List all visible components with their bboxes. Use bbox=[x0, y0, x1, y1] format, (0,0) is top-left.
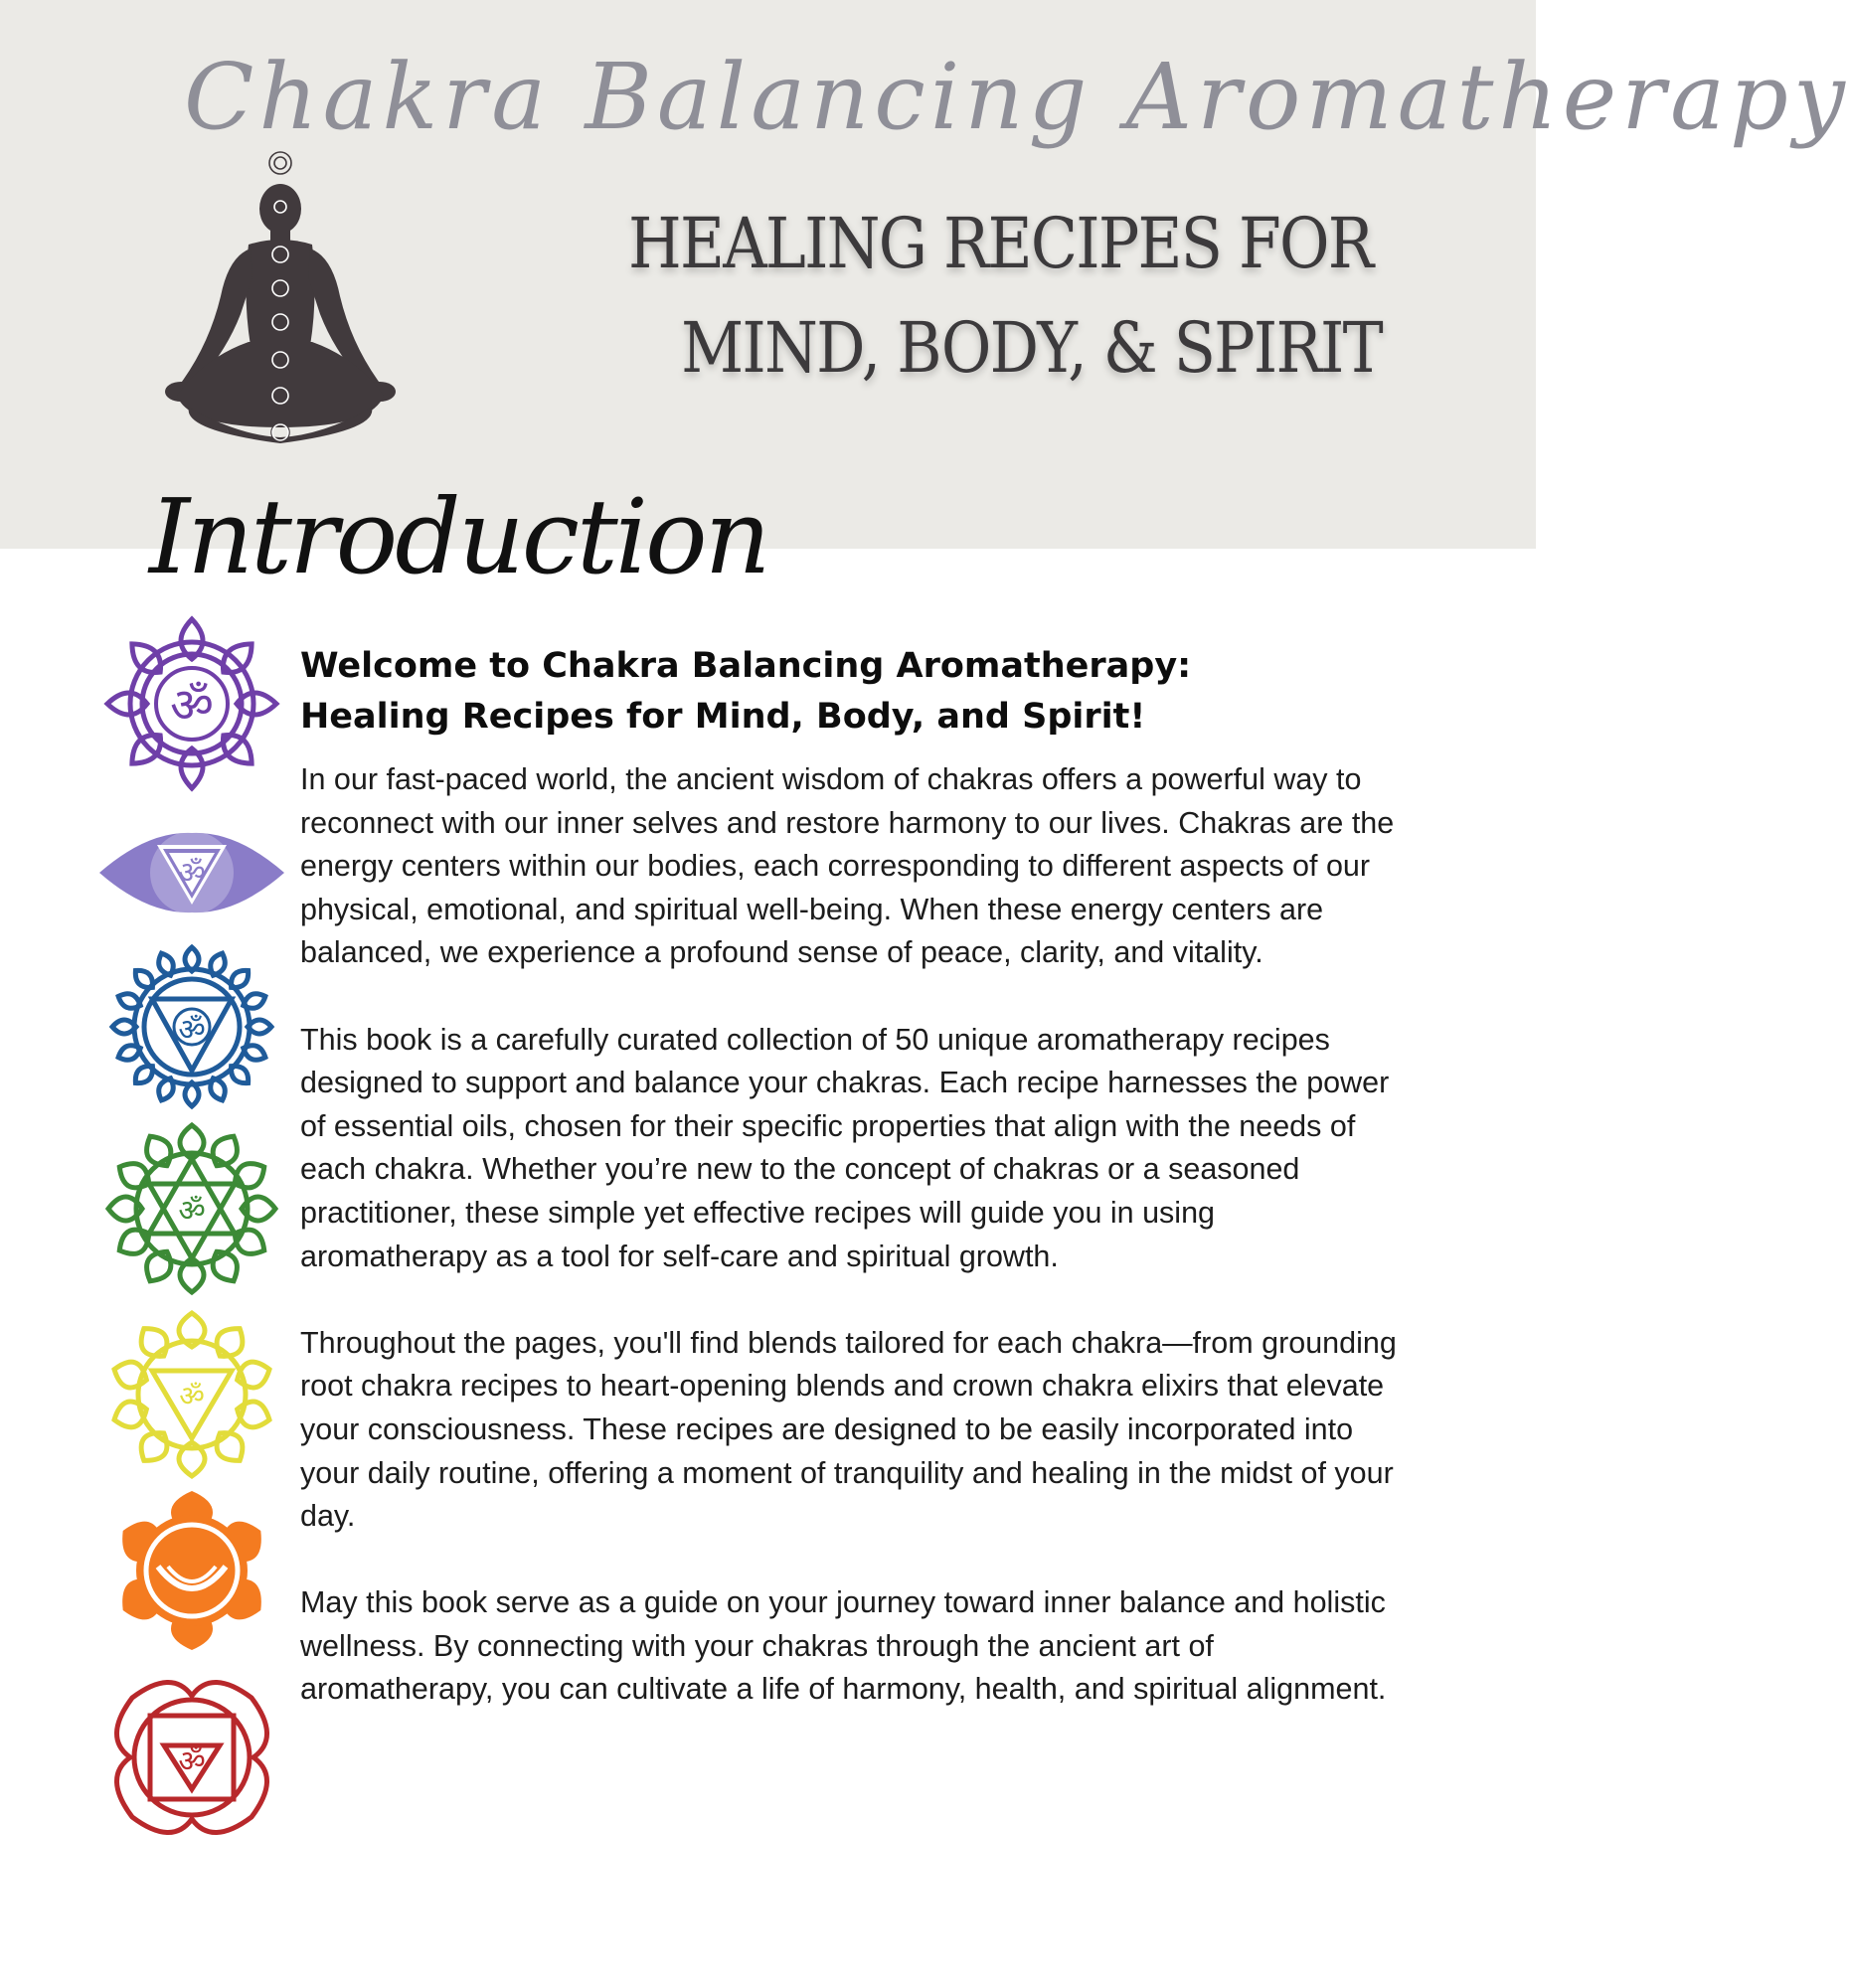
root-chakra-icon bbox=[97, 1670, 286, 1844]
welcome-line-2: Healing Recipes for Mind, Body, and Spirit! bbox=[300, 697, 1146, 737]
sacral-chakra-icon bbox=[97, 1489, 286, 1653]
page-title: Chakra Balancing Aromatherapy bbox=[184, 44, 1850, 150]
paragraph-3: Throughout the pages, you'll find blends tailored for each chakra—from grounding root chakra recipes to heart-opening blends and crown chakra elixirs that elevate your consciousness. These recipes are designed to be easily incorporated into your daily routine, offering a moment of tranquility and healing in the midst of your day. bbox=[300, 1325, 1397, 1534]
section-heading: Introduction bbox=[149, 476, 768, 597]
third-eye-chakra-icon bbox=[97, 813, 286, 932]
welcome-line-1: Welcome to Chakra Balancing Aromatherapy: bbox=[300, 646, 1192, 686]
heart-chakra-icon bbox=[97, 1121, 286, 1295]
svg-text:ॐ: ॐ bbox=[178, 1744, 206, 1779]
subtitle-line-2: MIND, BODY, & SPIRIT bbox=[681, 307, 1382, 389]
svg-text:ॐ: ॐ bbox=[178, 856, 206, 891]
svg-text:ॐ: ॐ bbox=[178, 1194, 206, 1229]
meditating-figure-with-chakras-icon bbox=[149, 147, 413, 455]
crown-chakra-icon bbox=[97, 614, 286, 793]
svg-text:ॐ: ॐ bbox=[170, 678, 214, 734]
welcome-heading bbox=[300, 641, 1404, 743]
throat-chakra-icon bbox=[97, 942, 286, 1111]
paragraph-1: In our fast-paced world, the ancient wisdom of chakras offers a powerful way to reconnect with our inner selves and restore harmony to our lives. Chakras are the energy centers within our bodies, each corresponding to different aspects of our physical, emotional, and spiritual well-being. When these energy centers are balanced, we experience a profound sense of peace, clarity, and vitality. bbox=[300, 762, 1395, 970]
solar-plexus-chakra-icon bbox=[97, 1310, 286, 1479]
subtitle-line-1: HEALING RECIPES FOR bbox=[627, 203, 1372, 284]
svg-text:ॐ: ॐ bbox=[178, 1013, 206, 1048]
paragraph-2: This book is a carefully curated collection of 50 unique aromatherapy recipes designed to support and balance your chakras. Each recipe harnesses the power of essential oils, chosen for their specific properties that align with the needs of each chakra. Whether you’re new to the concept of chakras or a seasoned practitioner, these simple yet effective recipes will guide you in using aromatherapy as a tool for self-care and spiritual growth. bbox=[300, 1022, 1390, 1273]
paragraph-4: May this book serve as a guide on your journey toward inner balance and holistic wellness. By connecting with your chakras through the ancient art of aromatherapy, you can cultivate a life of harmony, health, and spiritual alignment. bbox=[300, 1585, 1387, 1707]
intro-content bbox=[300, 641, 1404, 1755]
svg-text:ॐ: ॐ bbox=[179, 1380, 205, 1412]
chakra-icon-column bbox=[97, 614, 286, 1847]
